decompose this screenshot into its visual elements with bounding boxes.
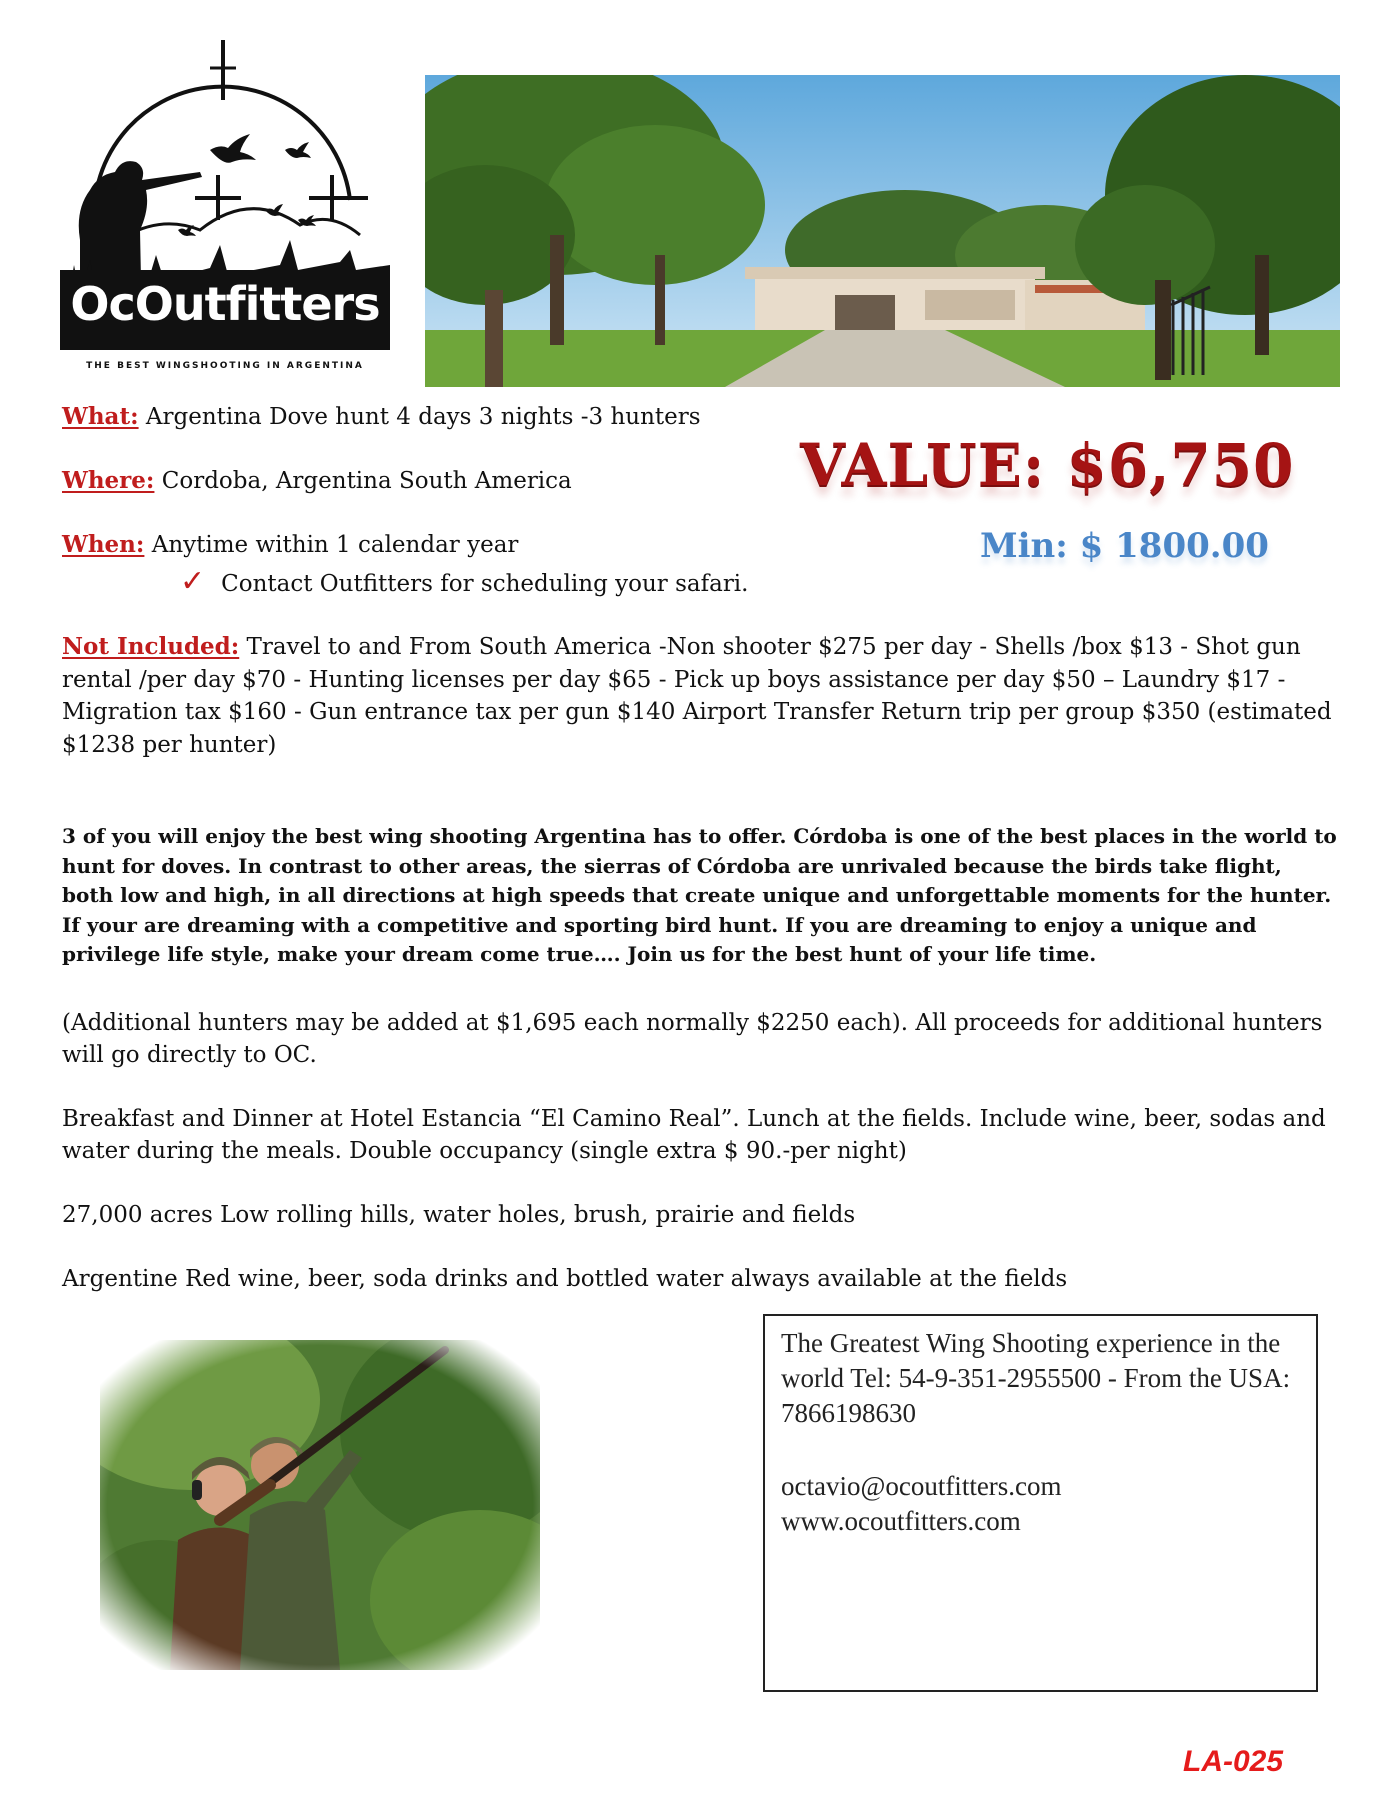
logo-tagline: THE BEST WINGSHOOTING IN ARGENTINA (86, 361, 364, 371)
contact-headline: The Greatest Wing Shooting experience in the world Tel: 54-9-351-2955500 - From the USA: 7866198630 (781, 1328, 1291, 1428)
contact-website[interactable]: www.ocoutfitters.com (781, 1506, 1021, 1536)
where-line (62, 466, 572, 496)
estancia-hero-photo (425, 75, 1340, 387)
lot-code: LA-025 (1183, 1745, 1284, 1778)
value-price: VALUE: $6,750 (800, 431, 1295, 499)
not-included-label: Not Included: (62, 633, 240, 660)
not-included-value: Travel to and From South America -Non shooter $275 per day - Shells /box $13 - Shot gun rental /per day $70 - Hunting licenses per day $65 - Pick up boys assistance per day $50 – Laundry $17 - Migration tax $160 - Gun entrance tax per gun $140 Airport Transfer Return trip per group $350 (estimated $1238 per hunter) (62, 634, 1332, 758)
what-line (62, 402, 701, 432)
checkmark-icon: ✓ (180, 564, 206, 599)
what-value: Argentina Dove hunt 4 days 3 nights -3 hunters (138, 404, 701, 430)
ocoutfitters-logo (60, 40, 390, 380)
additional-hunters-paragraph: (Additional hunters may be added at $1,695 each normally $2250 each). All proceeds for additional hunters will go directly to OC. (62, 1010, 1323, 1068)
contact-box (763, 1314, 1318, 1692)
min-price: Min: $ 1800.00 (980, 526, 1269, 566)
drinks-paragraph: Argentine Red wine, beer, soda drinks and bottled water always available at the fields (62, 1266, 1068, 1292)
hunters-photo (100, 1340, 540, 1670)
contact-email[interactable]: octavio@ocoutfitters.com (781, 1471, 1062, 1501)
not-included-paragraph (62, 631, 1337, 761)
when-value: Anytime within 1 calendar year (144, 532, 519, 558)
hunt-description: 3 of you will enjoy the best wing shooting Argentina has to offer. Córdoba is one of the best places in the world to hunt for doves. In contrast to other areas, the sierras of Córdoba are unrivaled because the birds take flight, both low and high, in all directions at high speeds that create unique and unforgettable moments for the hunter. If your are dreaming with a competitive and sporting bird hunt. If you are dreaming to enjoy a unique and privilege life style, make your dream come true…. Join us for the best hunt of your life time. (62, 824, 1337, 966)
meals-paragraph: Breakfast and Dinner at Hotel Estancia “El Camino Real”. Lunch at the fields. Include wine, beer, sodas and water during the meals. Double occupancy (single extra $ 90.-per night) (62, 1106, 1326, 1164)
where-value: Cordoba, Argentina South America (154, 468, 572, 494)
when-label: When: (62, 531, 145, 558)
scheduling-note (180, 564, 749, 599)
where-label: Where: (62, 467, 155, 494)
acres-paragraph: 27,000 acres Low rolling hills, water holes, brush, prairie and fields (62, 1202, 856, 1228)
logo-brand-text: OcOutfitters (70, 277, 380, 331)
scheduling-note-text: Contact Outfitters for scheduling your safari. (221, 571, 749, 597)
what-label: What: (62, 403, 139, 430)
when-line (62, 530, 518, 560)
